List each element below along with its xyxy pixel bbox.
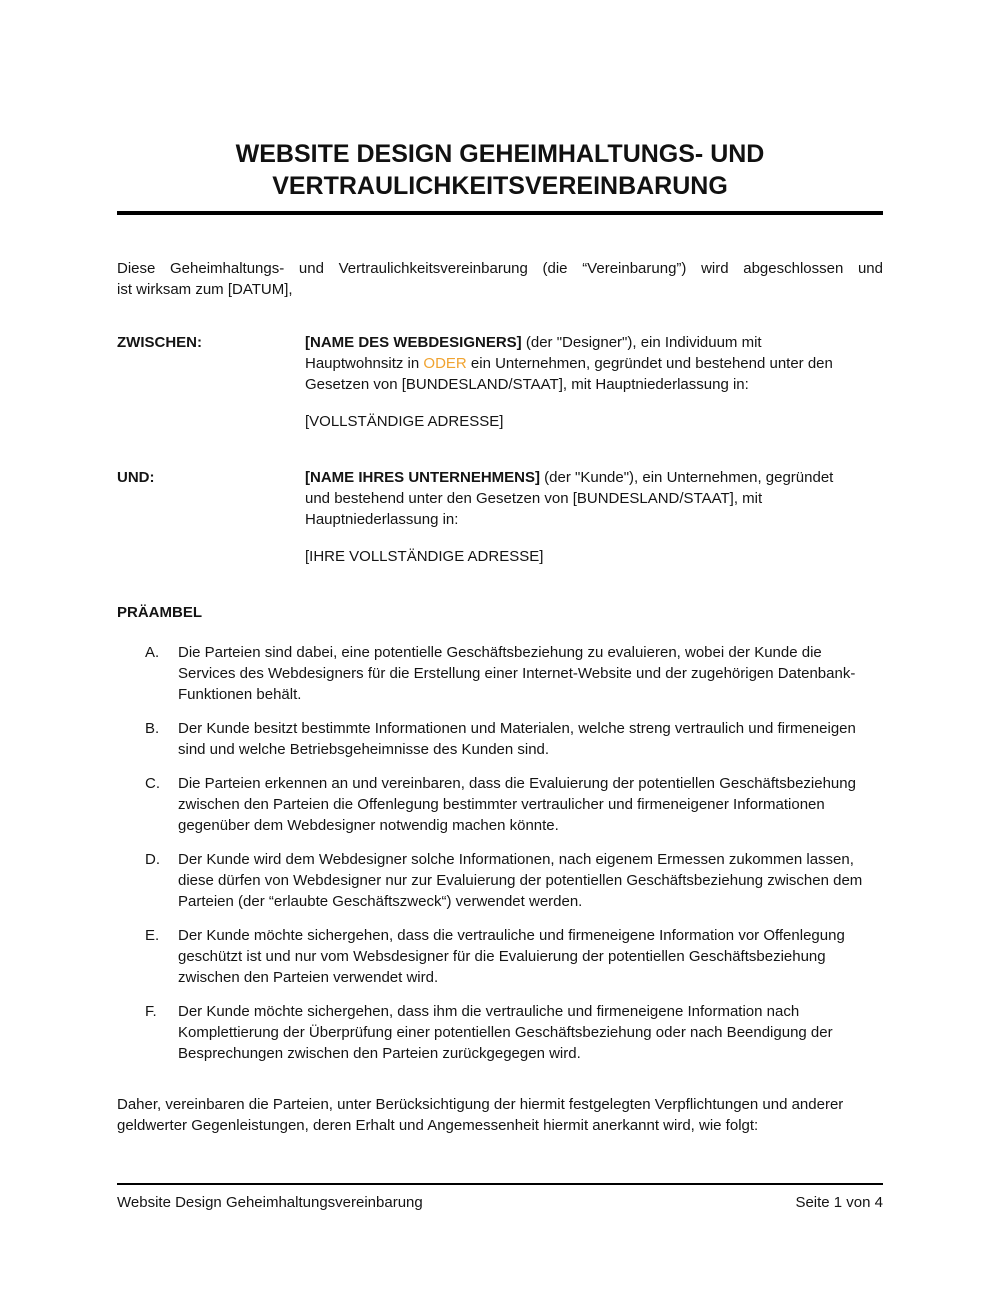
preamble-item xyxy=(117,718,883,760)
party-description xyxy=(305,467,883,567)
item-text: Der Kunde möchte sichergehen, dass die vertrauliche und firmeneigene Information vor Offenlegung geschützt ist und nur vom Websdesigner für die Evaluierung der potentiellen Geschäftsbeziehung zwischen den Parteien verwendet wird. xyxy=(178,927,845,986)
preamble-item xyxy=(117,925,883,988)
party-row-zwischen xyxy=(117,332,883,432)
intro-paragraph xyxy=(117,258,883,300)
party-text: Hauptwohnsitz in xyxy=(305,355,424,372)
party-text: ein Unternehmen, gegründet und bestehend unter den xyxy=(466,355,833,372)
party-line xyxy=(305,332,883,353)
party-label: ZWISCHEN: xyxy=(117,334,202,351)
closing-paragraph: Daher, vereinbaren die Parteien, unter Berücksichtigung der hiermit festgelegten Verpflichtungen und anderer geldwerter Gegenleistungen, deren Erhalt und Angemessenheit hiermit anerkannt wird, wie folgt: xyxy=(117,1096,844,1134)
document-title: WEBSITE DESIGN GEHEIMHALTUNGS- UND VERTRAULICHKEITSVEREINBARUNG xyxy=(235,140,765,200)
item-letter: E. xyxy=(145,927,160,944)
page-footer xyxy=(117,1183,883,1213)
item-letter: B. xyxy=(145,720,160,737)
item-letter: F. xyxy=(145,1003,157,1020)
party-row-und xyxy=(117,467,883,567)
preamble-item xyxy=(117,773,883,836)
parties-section xyxy=(117,332,883,567)
title-divider xyxy=(117,211,883,215)
item-text: Der Kunde besitzt bestimmte Informationen und Materialen, welche streng vertraulich und firmeneigen sind und welche Betriebsgeheimnisse des Kunden sind. xyxy=(178,720,856,758)
preamble-list xyxy=(117,642,883,1064)
footer-doc-title: Website Design Geheimhaltungsvereinbarung xyxy=(117,1194,423,1211)
footer-page-number: Seite 1 von 4 xyxy=(795,1194,883,1211)
item-text: Die Parteien sind dabei, eine potentielle Geschäftsbeziehung zu evaluieren, wobei der Kunde die Services des Webdesigners für die Erstellung einer Internet-Website und der zugehörigen Datenbank-Funktionen behält. xyxy=(178,644,856,703)
party-line xyxy=(305,353,883,374)
preamble-heading: PRÄAMBEL xyxy=(117,604,202,621)
intro-line: ist wirksam zum [DATUM], xyxy=(117,281,293,298)
party-name-placeholder: [NAME DES WEBDESIGNERS] xyxy=(305,334,522,351)
item-text: Die Parteien erkennen an und vereinbaren, dass die Evaluierung der potentiellen Geschäftsbeziehung zwischen den Parteien die Offenlegung bestimmter vertraulicher und firmeneigener Informationen gegenüber dem Webdesigner notwendig machen könnte. xyxy=(178,775,856,834)
party-label: UND: xyxy=(117,469,155,486)
party-line: und bestehend unter den Gesetzen von [BUNDESLAND/STAAT], mit xyxy=(305,490,763,507)
party-line xyxy=(305,467,883,488)
item-letter: A. xyxy=(145,644,160,661)
item-text: Der Kunde möchte sichergehen, dass ihm die vertrauliche und firmeneigene Information nach Komplettierung der Überprüfung einer potentiellen Geschäftsbeziehung oder nach Beendigung der Besprechungen zwischen den Parteien zurückgegegen wird. xyxy=(178,1003,833,1062)
item-letter: C. xyxy=(145,775,160,792)
party-line: Hauptniederlassung in: xyxy=(305,511,459,528)
item-letter: D. xyxy=(145,851,160,868)
party-text: (der "Kunde"), ein Unternehmen, gegründet xyxy=(540,469,834,486)
intro-line: Diese Geheimhaltungs- und Vertraulichkeitsvereinbarung (die “Vereinbarung”) wird abgeschlossen und xyxy=(117,260,883,277)
preamble-item xyxy=(117,642,883,705)
party-text: (der "Designer"), ein Individuum mit xyxy=(521,334,762,351)
party-name-placeholder: [NAME IHRES UNTERNEHMENS] xyxy=(305,469,541,486)
preamble-item xyxy=(117,1001,883,1064)
item-text: Der Kunde wird dem Webdesigner solche Informationen, nach eigenem Ermessen zukommen lassen, diese dürfen von Webdesigner nur zur Evaluierung der potentiellen Geschäftsbeziehung zwischen dem Parteien (der “erlaubte Geschäftszweck“) verwendet werden. xyxy=(178,851,863,910)
oder-highlight: ODER xyxy=(423,355,467,372)
preamble-item xyxy=(117,849,883,912)
party-line: Gesetzen von [BUNDESLAND/STAAT], mit Hauptniederlassung in: xyxy=(305,376,749,393)
address-placeholder: [IHRE VOLLSTÄNDIGE ADRESSE] xyxy=(305,548,544,565)
address-placeholder: [VOLLSTÄNDIGE ADRESSE] xyxy=(305,413,504,430)
party-description xyxy=(305,332,883,432)
